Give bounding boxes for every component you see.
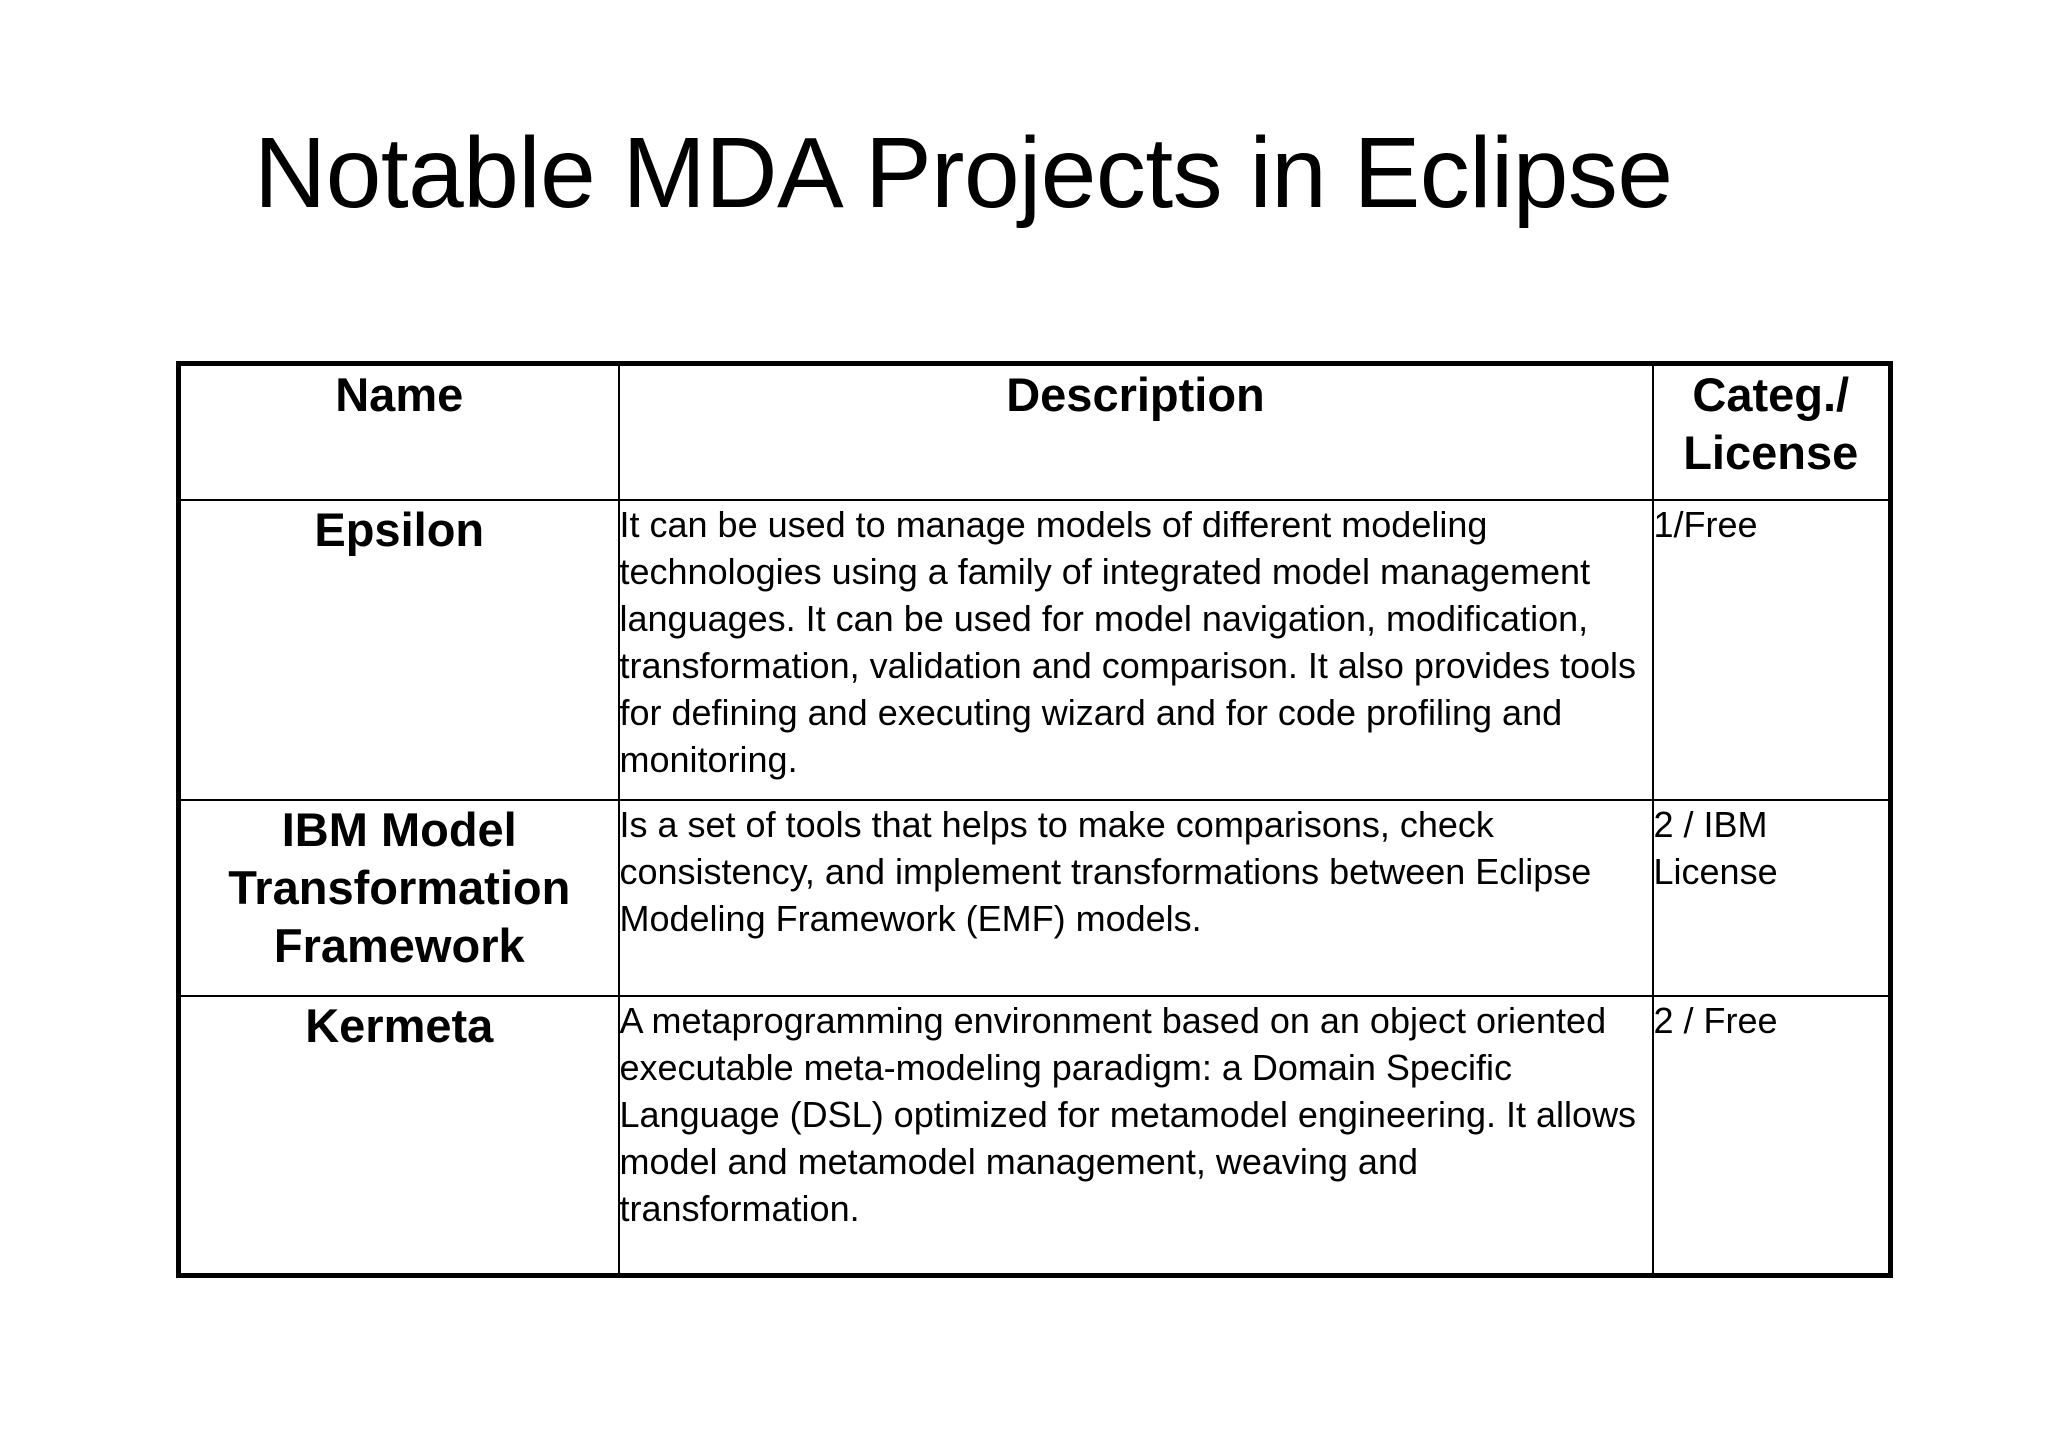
table-row	[179, 500, 1891, 800]
slide-title: Notable MDA Projects in Eclipse	[254, 117, 1673, 229]
header-license: Categ./ License	[1653, 364, 1891, 500]
project-description: A metaprogramming environment based on an object oriented executable meta-modeling paradigm: a Domain Specific Language (DSL) optimized for metamodel engineering. It allows model and metamodel management, weaving and transformation.	[619, 996, 1653, 1276]
table-row	[179, 996, 1891, 1276]
project-license: 2 / IBM License	[1653, 800, 1891, 996]
project-name: Epsilon	[179, 500, 619, 800]
projects-table	[176, 361, 1893, 1278]
project-description: Is a set of tools that helps to make comparisons, check consistency, and implement transformations between Eclipse Modeling Framework (EMF) models.	[619, 800, 1653, 996]
header-description: Description	[619, 364, 1653, 500]
project-license: 2 / Free	[1653, 996, 1891, 1276]
project-description: It can be used to manage models of different modeling technologies using a family of integrated model management languages. It can be used for model navigation, modification, transformation, validation and comparison. It also provides tools for defining and executing wizard and for code profiling and monitoring.	[619, 500, 1653, 800]
header-name: Name	[179, 364, 619, 500]
table-row	[179, 800, 1891, 996]
project-name: IBM Model Transformation Framework	[179, 800, 619, 996]
project-name: Kermeta	[179, 996, 619, 1276]
table-header-row	[179, 364, 1891, 500]
project-license: 1/Free	[1653, 500, 1891, 800]
